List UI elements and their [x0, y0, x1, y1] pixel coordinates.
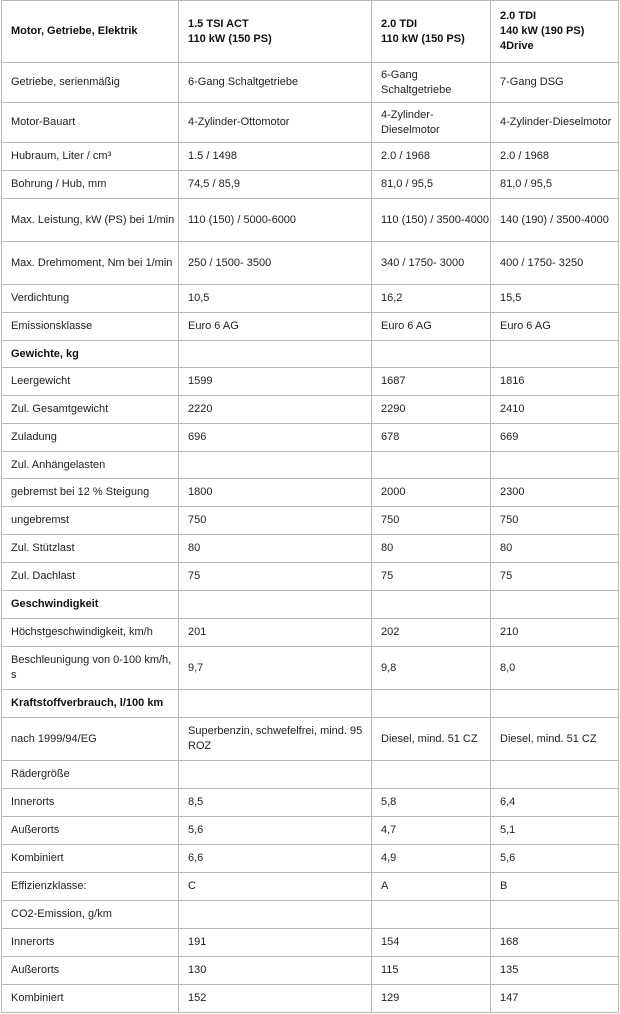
value-cell-col-2: A — [372, 873, 491, 901]
value-cell-col-3: 75 — [491, 563, 619, 591]
value-cell-col-3 — [491, 452, 619, 479]
value-cell-col-2: 5,8 — [372, 789, 491, 817]
value-cell-col-3: 15,5 — [491, 285, 619, 313]
value-cell-col-1: 10,5 — [179, 285, 372, 313]
table-row — [2, 647, 619, 690]
value-cell-col-1: 201 — [179, 619, 372, 647]
value-cell-col-3: 669 — [491, 424, 619, 452]
value-cell-col-3: 2300 — [491, 479, 619, 507]
value-cell-col-2: 340 / 1750- 3000 — [372, 242, 491, 285]
value-cell-col-1: 5,6 — [179, 817, 372, 845]
section-header-row — [2, 591, 619, 619]
row-label: Höchstgeschwindigkeit, km/h — [2, 619, 179, 647]
value-cell-col-2: 75 — [372, 563, 491, 591]
row-label: Kombiniert — [2, 845, 179, 873]
table-row — [2, 929, 619, 957]
row-label: gebremst bei 12 % Steigung — [2, 479, 179, 507]
value-cell-col-2: 81,0 / 95,5 — [372, 171, 491, 199]
value-cell-col-1: 1.5 / 1498 — [179, 143, 372, 171]
header-column-2-line-2: 110 kW (150 PS) — [381, 32, 465, 45]
table-row — [2, 718, 619, 761]
value-cell-col-2: Diesel, mind. 51 CZ — [372, 718, 491, 761]
section-title: Geschwindigkeit — [2, 591, 179, 619]
header-column-1 — [179, 1, 372, 63]
value-cell-col-2: 2290 — [372, 396, 491, 424]
value-cell-col-1: 130 — [179, 957, 372, 985]
value-cell-col-1: 152 — [179, 985, 372, 1013]
row-label: Effizienzklasse: — [2, 873, 179, 901]
value-cell-col-2: 16,2 — [372, 285, 491, 313]
row-label: Verdichtung — [2, 285, 179, 313]
value-cell-col-2 — [372, 341, 491, 368]
header-column-3-line-3: 4Drive — [500, 40, 534, 52]
value-cell-col-1: 250 / 1500- 3500 — [179, 242, 372, 285]
value-cell-col-3: 400 / 1750- 3250 — [491, 242, 619, 285]
value-cell-col-2 — [372, 901, 491, 929]
spec-table-body — [2, 1, 619, 1013]
value-cell-col-1: 74,5 / 85,9 — [179, 171, 372, 199]
value-cell-col-3 — [491, 591, 619, 619]
value-cell-col-2: 6-Gang Schaltgetriebe — [372, 63, 491, 103]
value-cell-col-3: 6,4 — [491, 789, 619, 817]
row-label: Zuladung — [2, 424, 179, 452]
table-row — [2, 63, 619, 103]
row-label: nach 1999/94/EG — [2, 718, 179, 761]
value-cell-col-3: 5,6 — [491, 845, 619, 873]
value-cell-col-3: 5,1 — [491, 817, 619, 845]
row-label: CO2-Emission, g/km — [2, 901, 179, 929]
value-cell-col-1: 1599 — [179, 368, 372, 396]
table-row — [2, 368, 619, 396]
table-row — [2, 563, 619, 591]
value-cell-col-1: 110 (150) / 5000-6000 — [179, 199, 372, 242]
header-column-2 — [372, 1, 491, 63]
header-column-1-line-1: 1.5 TSI ACT — [188, 17, 249, 30]
row-label: Beschleunigung von 0-100 km/h, s — [2, 647, 179, 690]
table-row — [2, 845, 619, 873]
value-cell-col-2: 115 — [372, 957, 491, 985]
value-cell-col-1: Euro 6 AG — [179, 313, 372, 341]
row-label: Getriebe, serienmäßig — [2, 63, 179, 103]
value-cell-col-2: 678 — [372, 424, 491, 452]
value-cell-col-2: 110 (150) / 3500-4000 — [372, 199, 491, 242]
value-cell-col-3: 80 — [491, 535, 619, 563]
table-row — [2, 873, 619, 901]
value-cell-col-2: 2.0 / 1968 — [372, 143, 491, 171]
value-cell-col-2 — [372, 761, 491, 789]
value-cell-col-2 — [372, 591, 491, 619]
value-cell-col-2: 154 — [372, 929, 491, 957]
value-cell-col-3: 168 — [491, 929, 619, 957]
value-cell-col-1: Superbenzin, schwefelfrei, mind. 95 ROZ — [179, 718, 372, 761]
header-column-3-line-1: 2.0 TDI — [500, 10, 537, 22]
value-cell-col-1: 75 — [179, 563, 372, 591]
row-label: Bohrung / Hub, mm — [2, 171, 179, 199]
value-cell-col-1 — [179, 690, 372, 718]
header-column-1-line-2: 110 kW (150 PS) — [188, 32, 272, 45]
row-label: Motor-Bauart — [2, 103, 179, 143]
header-column-3 — [491, 1, 619, 63]
row-label: Max. Leistung, kW (PS) bei 1/min — [2, 199, 179, 242]
value-cell-col-3 — [491, 690, 619, 718]
row-label: Innerorts — [2, 789, 179, 817]
row-label: ungebremst — [2, 507, 179, 535]
row-label: Außerorts — [2, 817, 179, 845]
header-column-3-line-2: 140 kW (190 PS) — [500, 25, 585, 37]
table-row — [2, 199, 619, 242]
value-cell-col-3 — [491, 901, 619, 929]
value-cell-col-1 — [179, 452, 372, 479]
table-row — [2, 761, 619, 789]
value-cell-col-3: 1816 — [491, 368, 619, 396]
table-row — [2, 103, 619, 143]
value-cell-col-1: 4-Zylinder-Ottomotor — [179, 103, 372, 143]
value-cell-col-1: 696 — [179, 424, 372, 452]
value-cell-col-3: Euro 6 AG — [491, 313, 619, 341]
table-row — [2, 479, 619, 507]
value-cell-col-2: 1687 — [372, 368, 491, 396]
value-cell-col-3: 210 — [491, 619, 619, 647]
row-label: Zul. Dachlast — [2, 563, 179, 591]
value-cell-col-2 — [372, 452, 491, 479]
value-cell-col-1: 80 — [179, 535, 372, 563]
value-cell-col-2: 80 — [372, 535, 491, 563]
value-cell-col-2: 9,8 — [372, 647, 491, 690]
value-cell-col-1 — [179, 901, 372, 929]
value-cell-col-1: 6-Gang Schaltgetriebe — [179, 63, 372, 103]
table-row — [2, 313, 619, 341]
value-cell-col-3: 2410 — [491, 396, 619, 424]
value-cell-col-3 — [491, 761, 619, 789]
section-title: Gewichte, kg — [2, 341, 179, 368]
value-cell-col-3: 7-Gang DSG — [491, 63, 619, 103]
table-row — [2, 171, 619, 199]
value-cell-col-1: 1800 — [179, 479, 372, 507]
row-label: Rädergröße — [2, 761, 179, 789]
value-cell-col-1: C — [179, 873, 372, 901]
row-label: Außerorts — [2, 957, 179, 985]
row-label: Innerorts — [2, 929, 179, 957]
value-cell-col-3: 140 (190) / 3500-4000 — [491, 199, 619, 242]
value-cell-col-3: 2.0 / 1968 — [491, 143, 619, 171]
value-cell-col-2: 129 — [372, 985, 491, 1013]
table-row — [2, 285, 619, 313]
value-cell-col-1: 6,6 — [179, 845, 372, 873]
section-header-row — [2, 690, 619, 718]
row-label: Zul. Gesamtgewicht — [2, 396, 179, 424]
value-cell-col-2: 4,9 — [372, 845, 491, 873]
value-cell-col-1 — [179, 341, 372, 368]
table-row — [2, 507, 619, 535]
value-cell-col-2: 202 — [372, 619, 491, 647]
table-row — [2, 396, 619, 424]
value-cell-col-3: 750 — [491, 507, 619, 535]
value-cell-col-3: 135 — [491, 957, 619, 985]
table-row — [2, 452, 619, 479]
value-cell-col-2 — [372, 690, 491, 718]
value-cell-col-3: 81,0 / 95,5 — [491, 171, 619, 199]
table-row — [2, 242, 619, 285]
header-label-cell: Motor, Getriebe, Elektrik — [2, 1, 179, 63]
value-cell-col-2: 2000 — [372, 479, 491, 507]
value-cell-col-1: 8,5 — [179, 789, 372, 817]
table-row — [2, 957, 619, 985]
value-cell-col-3: Diesel, mind. 51 CZ — [491, 718, 619, 761]
row-label: Max. Drehmoment, Nm bei 1/min — [2, 242, 179, 285]
spec-table — [1, 0, 619, 1013]
value-cell-col-2: 750 — [372, 507, 491, 535]
table-row — [2, 817, 619, 845]
value-cell-col-2: 4-Zylinder-Dieselmotor — [372, 103, 491, 143]
value-cell-col-3: B — [491, 873, 619, 901]
value-cell-col-3: 8,0 — [491, 647, 619, 690]
value-cell-col-1 — [179, 591, 372, 619]
value-cell-col-1 — [179, 761, 372, 789]
value-cell-col-2: Euro 6 AG — [372, 313, 491, 341]
section-header-row — [2, 341, 619, 368]
row-label: Zul. Anhängelasten — [2, 452, 179, 479]
table-row — [2, 901, 619, 929]
table-row — [2, 424, 619, 452]
row-label: Leergewicht — [2, 368, 179, 396]
section-title: Kraftstoffverbrauch, l/100 km — [2, 690, 179, 718]
table-row — [2, 143, 619, 171]
table-row — [2, 535, 619, 563]
row-label: Emissionsklasse — [2, 313, 179, 341]
table-row — [2, 789, 619, 817]
table-header-row — [2, 1, 619, 63]
value-cell-col-1: 9,7 — [179, 647, 372, 690]
value-cell-col-1: 750 — [179, 507, 372, 535]
value-cell-col-3 — [491, 341, 619, 368]
value-cell-col-2: 4,7 — [372, 817, 491, 845]
row-label: Zul. Stützlast — [2, 535, 179, 563]
header-column-2-line-1: 2.0 TDI — [381, 17, 418, 30]
value-cell-col-3: 147 — [491, 985, 619, 1013]
row-label: Hubraum, Liter / cm³ — [2, 143, 179, 171]
value-cell-col-1: 2220 — [179, 396, 372, 424]
table-row — [2, 985, 619, 1013]
row-label: Kombiniert — [2, 985, 179, 1013]
value-cell-col-1: 191 — [179, 929, 372, 957]
value-cell-col-3: 4-Zylinder-Dieselmotor — [491, 103, 619, 143]
table-row — [2, 619, 619, 647]
